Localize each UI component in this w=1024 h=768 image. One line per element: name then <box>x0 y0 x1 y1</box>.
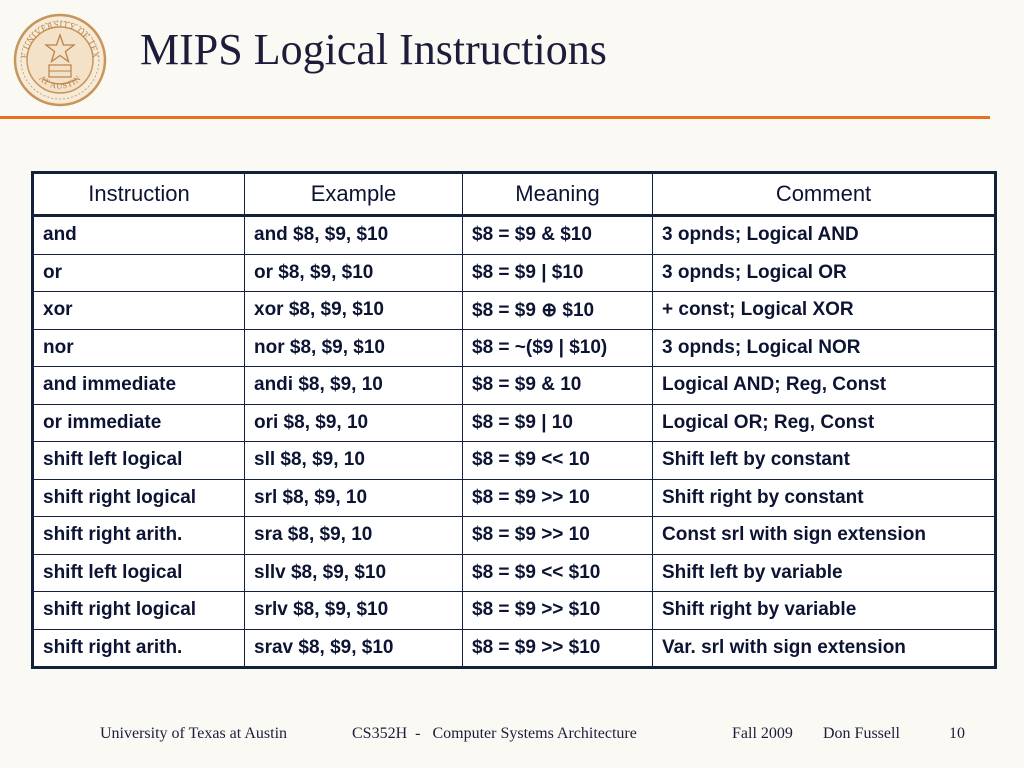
meaning-cell: $8 = $9 >> 10 <box>463 479 653 517</box>
instruction-cell: xor <box>33 292 245 330</box>
instruction-cell: or immediate <box>33 404 245 442</box>
footer-author: Don Fussell <box>823 725 900 742</box>
footer-institution: University of Texas at Austin <box>100 725 288 742</box>
example-cell: nor $8, $9, $10 <box>245 329 463 367</box>
slide-footer <box>0 725 1024 747</box>
comment-cell: Shift right by variable <box>653 592 996 630</box>
instruction-cell: and <box>33 216 245 255</box>
comment-cell: Const srl with sign extension <box>653 517 996 555</box>
example-cell: srav $8, $9, $10 <box>245 629 463 668</box>
example-cell: sll $8, $9, 10 <box>245 442 463 480</box>
meaning-cell: $8 = ~($9 | $10) <box>463 329 653 367</box>
example-cell: srl $8, $9, 10 <box>245 479 463 517</box>
table-row <box>33 367 996 405</box>
example-cell: and $8, $9, $10 <box>245 216 463 255</box>
comment-cell: 3 opnds; Logical OR <box>653 254 996 292</box>
table-row <box>33 216 996 255</box>
example-cell: xor $8, $9, $10 <box>245 292 463 330</box>
comment-cell: Shift left by variable <box>653 554 996 592</box>
comment-cell: 3 opnds; Logical NOR <box>653 329 996 367</box>
table-row <box>33 404 996 442</box>
meaning-cell: $8 = $9 | $10 <box>463 254 653 292</box>
slide-title: MIPS Logical Instructions <box>140 25 607 74</box>
meaning-cell: $8 = $9 ⊕ $10 <box>463 292 653 330</box>
footer-course: CS352H - Computer Systems Architecture <box>352 725 637 742</box>
table-row <box>33 329 996 367</box>
footer-page-number: 10 <box>949 725 965 742</box>
table-header-row <box>33 173 996 216</box>
table-row <box>33 292 996 330</box>
header-instruction: Instruction <box>33 173 245 216</box>
table-row <box>33 254 996 292</box>
header-comment: Comment <box>653 173 996 216</box>
example-cell: sra $8, $9, 10 <box>245 517 463 555</box>
meaning-cell: $8 = $9 >> 10 <box>463 517 653 555</box>
comment-cell: Logical OR; Reg, Const <box>653 404 996 442</box>
meaning-cell: $8 = $9 << 10 <box>463 442 653 480</box>
meaning-cell: $8 = $9 & $10 <box>463 216 653 255</box>
instruction-cell: shift right arith. <box>33 517 245 555</box>
example-cell: srlv $8, $9, $10 <box>245 592 463 630</box>
table-row <box>33 517 996 555</box>
title-divider <box>0 116 990 119</box>
instruction-cell: shift right logical <box>33 479 245 517</box>
comment-cell: Logical AND; Reg, Const <box>653 367 996 405</box>
comment-cell: 3 opnds; Logical AND <box>653 216 996 255</box>
header-meaning: Meaning <box>463 173 653 216</box>
meaning-cell: $8 = $9 >> $10 <box>463 592 653 630</box>
instruction-cell: and immediate <box>33 367 245 405</box>
table-row <box>33 629 996 668</box>
table-row <box>33 554 996 592</box>
instruction-cell: shift left logical <box>33 554 245 592</box>
meaning-cell: $8 = $9 << $10 <box>463 554 653 592</box>
svg-text:AT AUSTIN: AT AUSTIN <box>37 72 83 91</box>
instruction-cell: shift right arith. <box>33 629 245 668</box>
svg-text:THE UNIVERSITY OF TEXAS: E UNIVERSITY OF TEX <box>18 18 102 60</box>
example-cell: sllv $8, $9, $10 <box>245 554 463 592</box>
comment-cell: Shift left by constant <box>653 442 996 480</box>
table-body <box>33 216 996 668</box>
instruction-cell: nor <box>33 329 245 367</box>
example-cell: or $8, $9, $10 <box>245 254 463 292</box>
table-row <box>33 592 996 630</box>
instruction-cell: shift left logical <box>33 442 245 480</box>
comment-cell: + const; Logical XOR <box>653 292 996 330</box>
example-cell: andi $8, $9, 10 <box>245 367 463 405</box>
header-example: Example <box>245 173 463 216</box>
university-seal <box>13 13 107 107</box>
meaning-cell: $8 = $9 >> $10 <box>463 629 653 668</box>
meaning-cell: $8 = $9 | 10 <box>463 404 653 442</box>
example-cell: ori $8, $9, 10 <box>245 404 463 442</box>
footer-term: Fall 2009 <box>732 725 793 742</box>
instructions-table <box>31 171 997 669</box>
instruction-cell: shift right logical <box>33 592 245 630</box>
meaning-cell: $8 = $9 & 10 <box>463 367 653 405</box>
table-row <box>33 479 996 517</box>
comment-cell: Shift right by constant <box>653 479 996 517</box>
instruction-cell: or <box>33 254 245 292</box>
table-row <box>33 442 996 480</box>
comment-cell: Var. srl with sign extension <box>653 629 996 668</box>
seal-emblem-icon <box>13 13 107 107</box>
